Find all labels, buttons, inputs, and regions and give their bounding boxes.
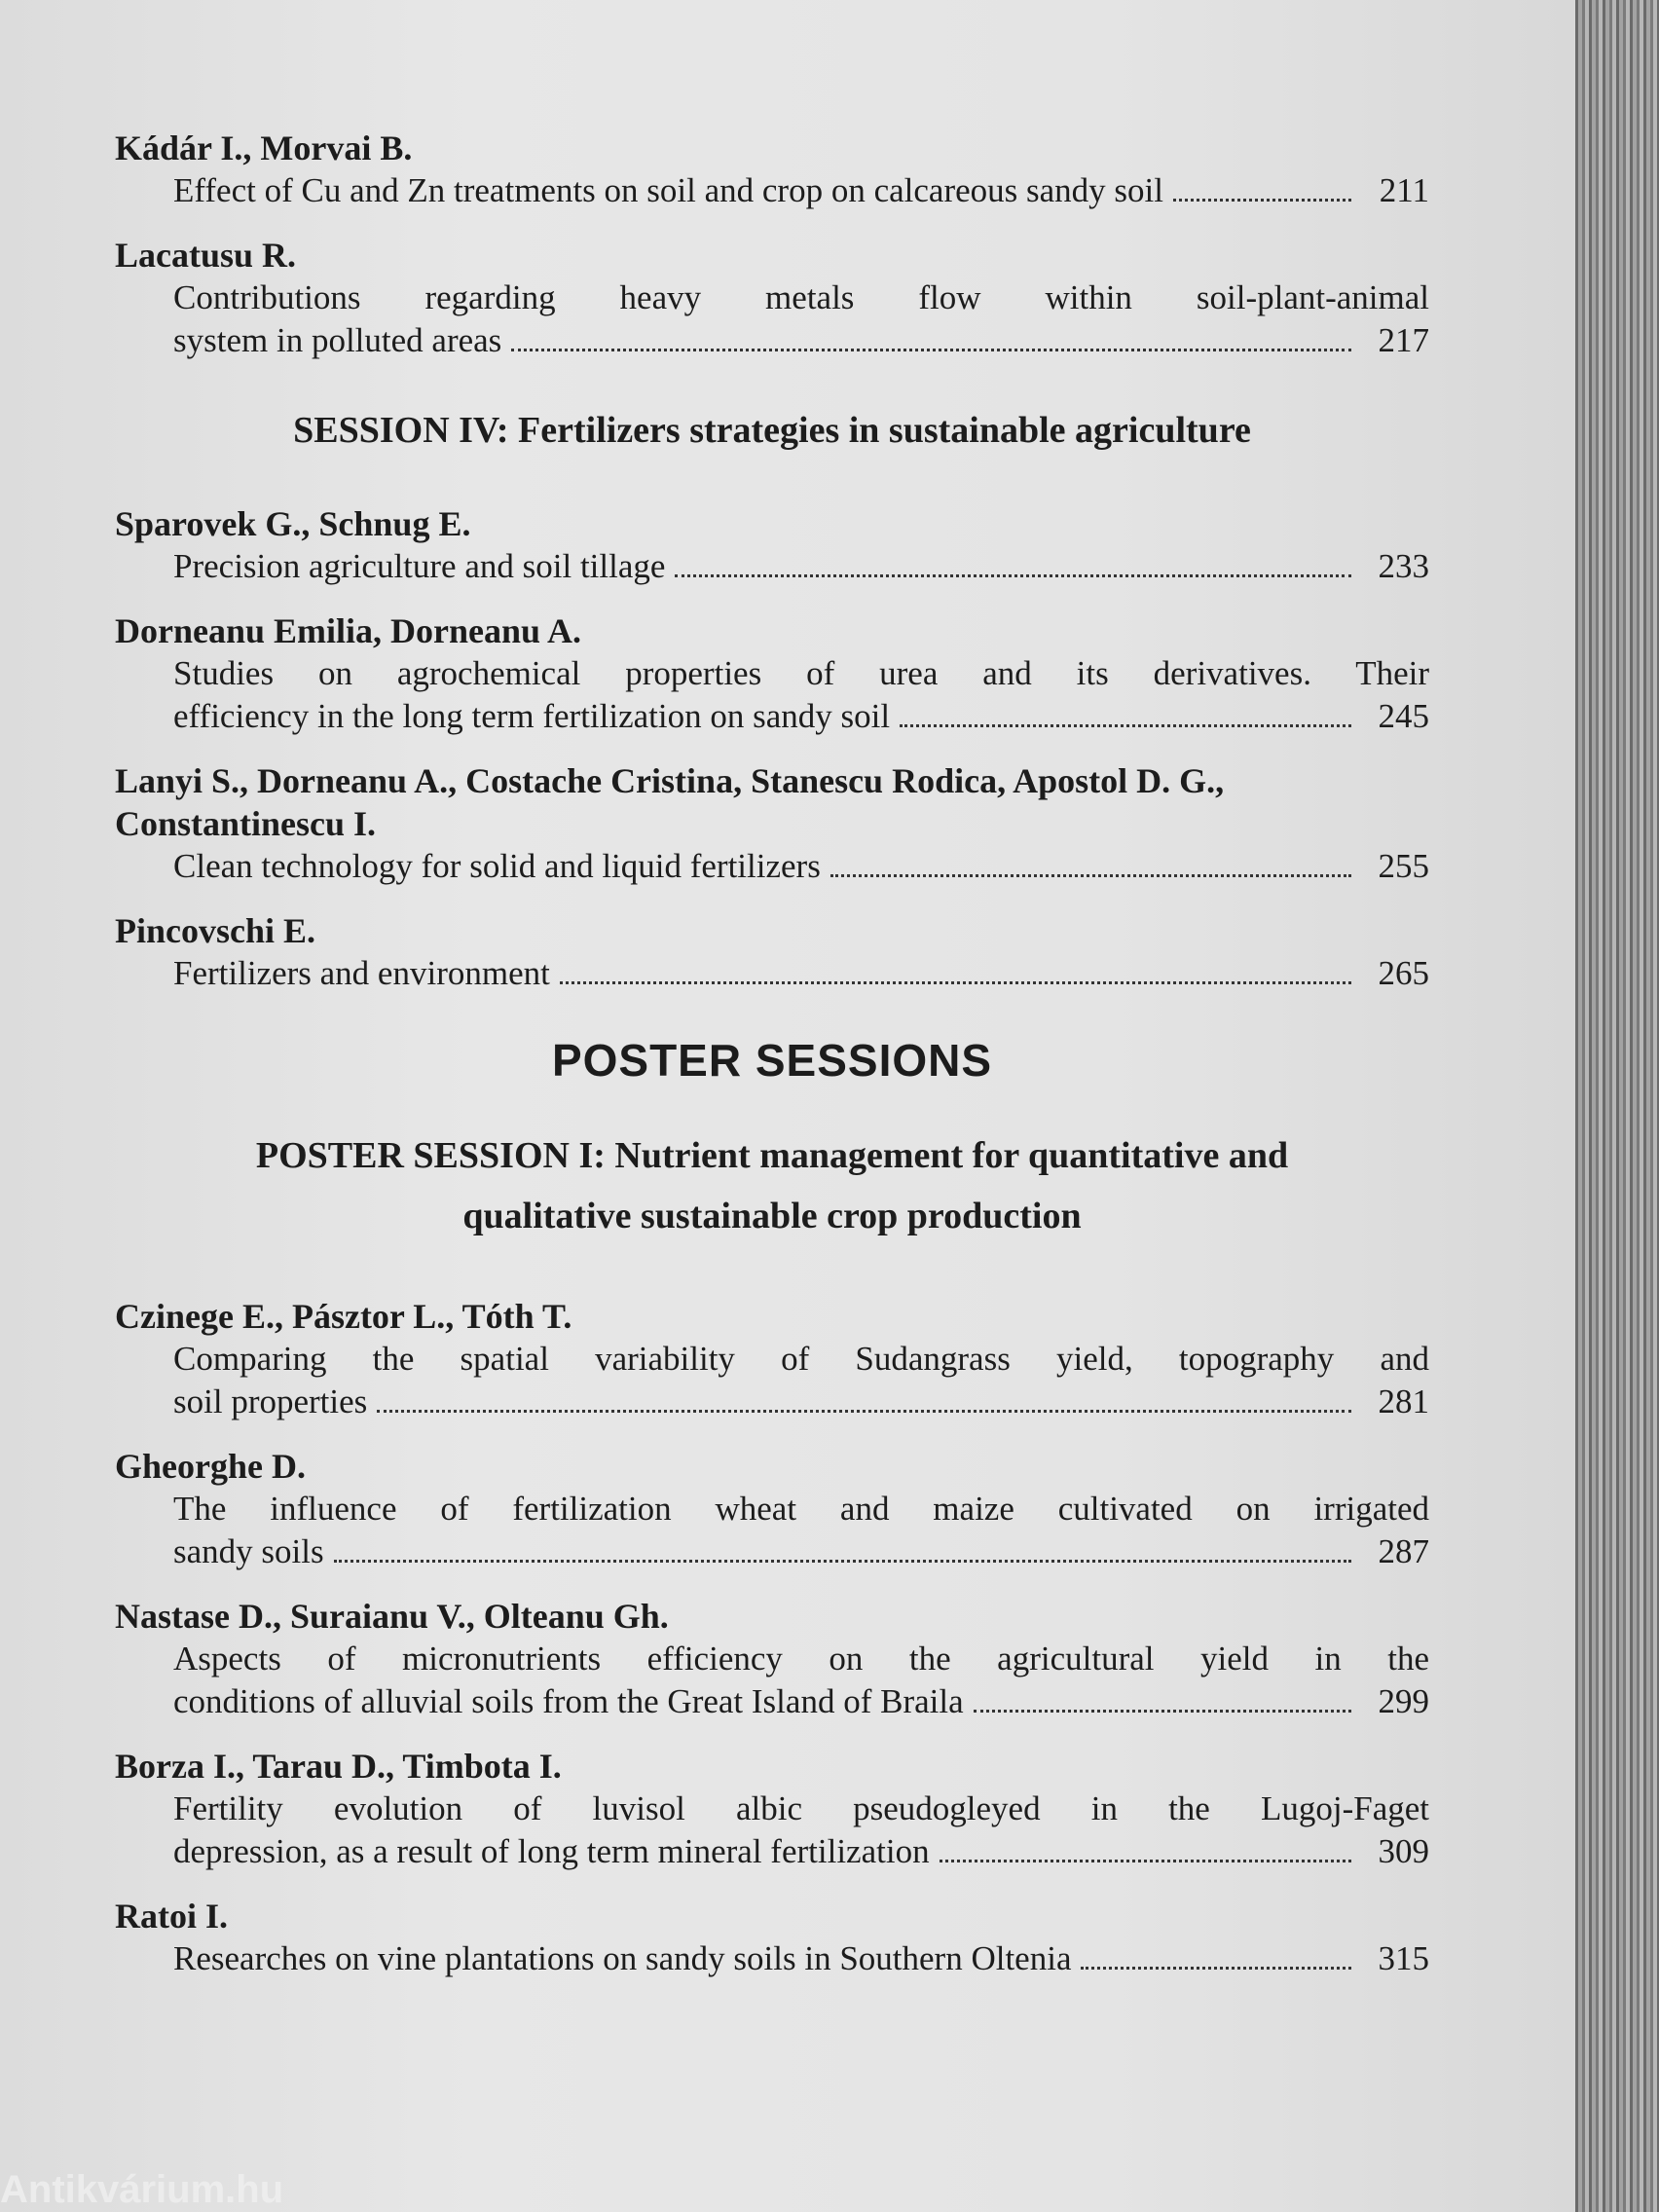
entry-title-text: system in polluted areas [173, 321, 502, 359]
entry-title-last-line [115, 545, 1429, 588]
dot-leader [377, 1410, 1351, 1413]
entry-page-number: 281 [1378, 1382, 1429, 1420]
dot-leader [830, 874, 1351, 877]
page-edge-shadow [1575, 0, 1659, 2212]
entry-title-last-line [115, 1381, 1429, 1423]
toc-entry [115, 1445, 1429, 1573]
dot-leader [974, 1710, 1351, 1713]
entry-page-number: 315 [1378, 1939, 1429, 1977]
entry-authors: Nastase D., Suraianu V., Olteanu Gh. [115, 1597, 669, 1636]
entry-title-text: Researches on vine plantations on sandy soils in Southern Oltenia [173, 1939, 1072, 1977]
entry-title-last-line [115, 319, 1429, 362]
entry-page-number: 211 [1379, 171, 1429, 209]
entry-title-last-line [115, 695, 1429, 738]
entry-page-number: 217 [1378, 321, 1429, 359]
entry-title-text: efficiency in the long term fertilization on sandy soil [173, 697, 891, 735]
entry-title-last-line [115, 845, 1429, 888]
dot-leader [900, 724, 1351, 727]
entry-title-last-line [115, 1680, 1429, 1723]
poster-session-i-heading [115, 1125, 1429, 1246]
entry-page-number: 245 [1378, 697, 1429, 735]
toc-entry [115, 502, 1429, 588]
entry-page-number: 299 [1378, 1682, 1429, 1720]
entry-authors: Dorneanu Emilia, Dorneanu A. [115, 611, 582, 650]
entry-authors: Gheorghe D. [115, 1447, 306, 1486]
toc-entry [115, 1295, 1429, 1423]
entry-title-text: sandy soils [173, 1532, 324, 1570]
entry-authors: Borza I., Tarau D., Timbota I. [115, 1747, 562, 1786]
entry-title-line: Aspects of micronutrients efficiency on the agricultural yield in the [173, 1640, 1429, 1677]
entry-title-line: Studies on agrochemical properties of urea and its derivatives. Their [173, 654, 1429, 692]
entry-authors: Czinege E., Pásztor L., Tóth T. [115, 1297, 572, 1336]
toc-entry [115, 127, 1429, 212]
entry-page-number: 265 [1378, 954, 1429, 992]
dot-leader [511, 349, 1351, 351]
entry-title-text: Effect of Cu and Zn treatments on soil and crop on calcareous sandy soil [173, 171, 1163, 209]
entry-title-line: Fertility evolution of luvisol albic pseudogleyed in the Lugoj-Faget [173, 1789, 1429, 1827]
table-of-contents [115, 127, 1429, 2002]
entry-title-last-line [115, 169, 1429, 212]
toc-entry [115, 759, 1429, 888]
dot-leader [675, 574, 1351, 577]
entry-page-number: 255 [1378, 847, 1429, 885]
entry-title-line: The influence of fertilization wheat and maize cultivated on irrigated [173, 1490, 1429, 1528]
entry-title-text: soil properties [173, 1382, 368, 1420]
entry-title-last-line [115, 952, 1429, 995]
entry-authors: Kádár I., Morvai B. [115, 129, 413, 167]
entry-authors: Sparovek G., Schnug E. [115, 504, 471, 543]
entries-poster-session-i [115, 1295, 1429, 1980]
entries-top [115, 127, 1429, 362]
entry-page-number: 287 [1378, 1532, 1429, 1570]
entry-title-last-line [115, 1830, 1429, 1873]
dot-leader [560, 981, 1351, 984]
poster-session-i-line1: POSTER SESSION I: Nutrient management for quantitative and [255, 1135, 1289, 1176]
entry-title-text: conditions of alluvial soils from the Great Island of Braila [173, 1682, 964, 1720]
entry-page-number: 233 [1378, 547, 1429, 585]
toc-entry [115, 909, 1429, 995]
entry-authors: Lacatusu R. [115, 236, 297, 275]
entry-title-last-line [115, 1530, 1429, 1573]
poster-sessions-heading: POSTER SESSIONS [551, 1035, 993, 1086]
dot-leader [940, 1860, 1351, 1862]
entry-title-text: depression, as a result of long term mineral fertilization [173, 1832, 930, 1870]
dot-leader [1173, 199, 1351, 202]
toc-entry [115, 1595, 1429, 1723]
entries-session-iv [115, 502, 1429, 995]
poster-session-i-line2: qualitative sustainable crop production [462, 1196, 1082, 1236]
entry-title-line: Contributions regarding heavy metals flow within soil-plant-animal [173, 278, 1429, 316]
toc-entry [115, 1745, 1429, 1873]
entry-title-text: Clean technology for solid and liquid fertilizers [173, 847, 821, 885]
dot-leader [334, 1560, 1351, 1563]
entry-page-number: 309 [1378, 1832, 1429, 1870]
dot-leader [1081, 1967, 1351, 1970]
entry-authors: Ratoi I. [115, 1897, 228, 1936]
entry-authors: Lanyi S., Dorneanu A., Costache Cristina, Stanescu Rodica, Apostol D. G., Constantinescu I. [115, 761, 1225, 843]
watermark: Antikvárium.hu [0, 2168, 284, 2211]
entry-title-line: Comparing the spatial variability of Sudangrass yield, topography and [173, 1340, 1429, 1378]
toc-entry [115, 234, 1429, 362]
entry-authors: Pincovschi E. [115, 911, 316, 950]
toc-entry [115, 1895, 1429, 1980]
session-iv-heading: SESSION IV: Fertilizers strategies in sustainable agriculture [293, 410, 1251, 451]
toc-entry [115, 609, 1429, 738]
entry-title-last-line [115, 1937, 1429, 1980]
entry-title-text: Precision agriculture and soil tillage [173, 547, 666, 585]
entry-title-text: Fertilizers and environment [173, 954, 550, 992]
